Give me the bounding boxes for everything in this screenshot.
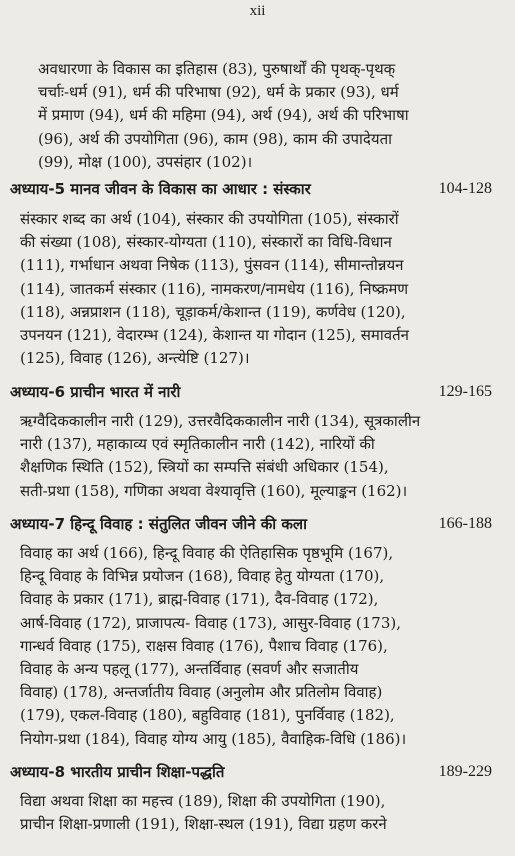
- chapter-contents: [20, 542, 500, 751]
- text-line: विवाह) (178), अन्तर्जातीय विवाह (अनुलोम और प्रतिलोम विवाह): [20, 683, 383, 702]
- intro-paragraph: [38, 58, 498, 174]
- text-line: नियोग-प्रथा (184), विवाह योग्य आयु (185), वैवाहिक-विधि (186)।: [20, 729, 407, 748]
- text-line: (125), विवाह (126), अन्त्येष्टि (127)।: [20, 349, 250, 368]
- chapter-title: अध्याय-7 हिन्दू विवाह : संतुलित जीवन जीने की कला: [10, 515, 307, 533]
- text-line: (118), अन्नप्राशन (118), चूड़ाकर्म/केशान्त (119), कर्णवेध (120),: [20, 302, 406, 321]
- chapter-contents: [20, 790, 500, 836]
- page-number: xii: [249, 3, 266, 19]
- text-line: नारी (137), महाकाव्य एवं स्मृतिकालीन नारी (142), नारियों की: [20, 435, 375, 454]
- text-line: अवधारणा के विकास का इतिहास (83), पुरुषार्थों की पृथक्-पृथक्: [38, 60, 396, 78]
- chapter-heading: [10, 760, 500, 784]
- chapter-title: अध्याय-6 प्राचीन भारत में नारी: [10, 383, 181, 401]
- text-line: (111), गर्भाधान अथवा निषेक (113), पुंसवन (114), सीमान्तोन्नयन: [20, 256, 404, 275]
- text-line: गान्धर्व विवाह (175), राक्षस विवाह (176), पैशाच विवाह (176),: [20, 636, 388, 655]
- chapter-contents: [20, 410, 500, 503]
- chapter-pages: 189-229: [438, 763, 492, 780]
- chapter-pages: 129-165: [438, 383, 492, 400]
- text-line: शैक्षणिक स्थिति (152), स्त्रियों का सम्पत्ति संबंधी अधिकार (154),: [20, 458, 389, 477]
- chapter-pages: 104-128: [438, 180, 492, 197]
- chapter-title: अध्याय-8 भारतीय प्राचीन शिक्षा-पद्धति: [10, 763, 225, 781]
- text-line: प्राचीन शिक्षा-प्रणाली (191), शिक्षा-स्थल (191), विद्या ग्रहण करने: [20, 815, 387, 834]
- chapter-contents: [20, 208, 500, 370]
- chapter-pages: 166-188: [438, 515, 492, 532]
- chapter-heading: [10, 177, 500, 201]
- chapter-title: अध्याय-5 मानव जीवन के विकास का आधार : संस्कार: [10, 180, 311, 198]
- text-line: संस्कार शब्द का अर्थ (104), संस्कार की उपयोगिता (105), संस्कारों: [20, 210, 399, 228]
- text-line: विवाह के अन्य पहलू (177), अन्तर्विवाह (सवर्ण और सजातीय: [20, 659, 359, 678]
- chapter-heading: [10, 380, 500, 404]
- text-line: विवाह के प्रकार (171), ब्राह्म-विवाह (171), दैव-विवाह (172),: [20, 590, 379, 609]
- text-line: की संख्या (108), संस्कार-योग्यता (110), संस्कारों का विधि-विधान: [20, 233, 392, 252]
- text-line: (99), मोक्ष (100), उपसंहार (102)।: [38, 152, 253, 171]
- text-line: (114), जातकर्म संस्कार (116), नामकरण/नामधेय (116), निष्क्रमण: [20, 279, 409, 298]
- text-line: (96), अर्थ की उपयोगिता (96), काम (98), काम की उपादेयता: [38, 129, 393, 148]
- text-line: आर्ष-विवाह (172), प्राजापत्य- विवाह (173), आसुर-विवाह (173),: [20, 613, 401, 632]
- text-line: सती-प्रथा (158), गणिका अथवा वेश्यावृत्ति (160), मूल्याङ्कन (162)।: [20, 481, 408, 500]
- text-line: में प्रमाण (94), धर्म की महिमा (94), अर्थ (94), अर्थ की परिभाषा: [38, 106, 409, 125]
- chapter-heading: [10, 512, 500, 536]
- text-line: चर्चाः-धर्म (91), धर्म की परिभाषा (92), धर्म के प्रकार (93), धर्म: [38, 83, 399, 102]
- text-line: ऋग्वैदिककालीन नारी (129), उत्तरवैदिककालीन नारी (134), सूत्रकालीन: [20, 412, 421, 430]
- text-line: (179), एकल-विवाह (180), बहुविवाह (181), पुनर्विवाह (182),: [20, 706, 395, 725]
- text-line: उपनयन (121), वेदारम्भ (124), केशान्त या गोदान (125), समावर्तन: [20, 325, 409, 344]
- text-line: हिन्दू विवाह के विभिन्न प्रयोजन (168), विवाह हेतु योग्यता (170),: [20, 567, 385, 586]
- text-line: विवाह का अर्थ (166), हिन्दू विवाह की ऐतिहासिक पृष्ठभूमि (167),: [20, 544, 394, 562]
- text-line: विद्या अथवा शिक्षा का महत्त्व (189), शिक्षा की उपयोगिता (190),: [20, 792, 386, 810]
